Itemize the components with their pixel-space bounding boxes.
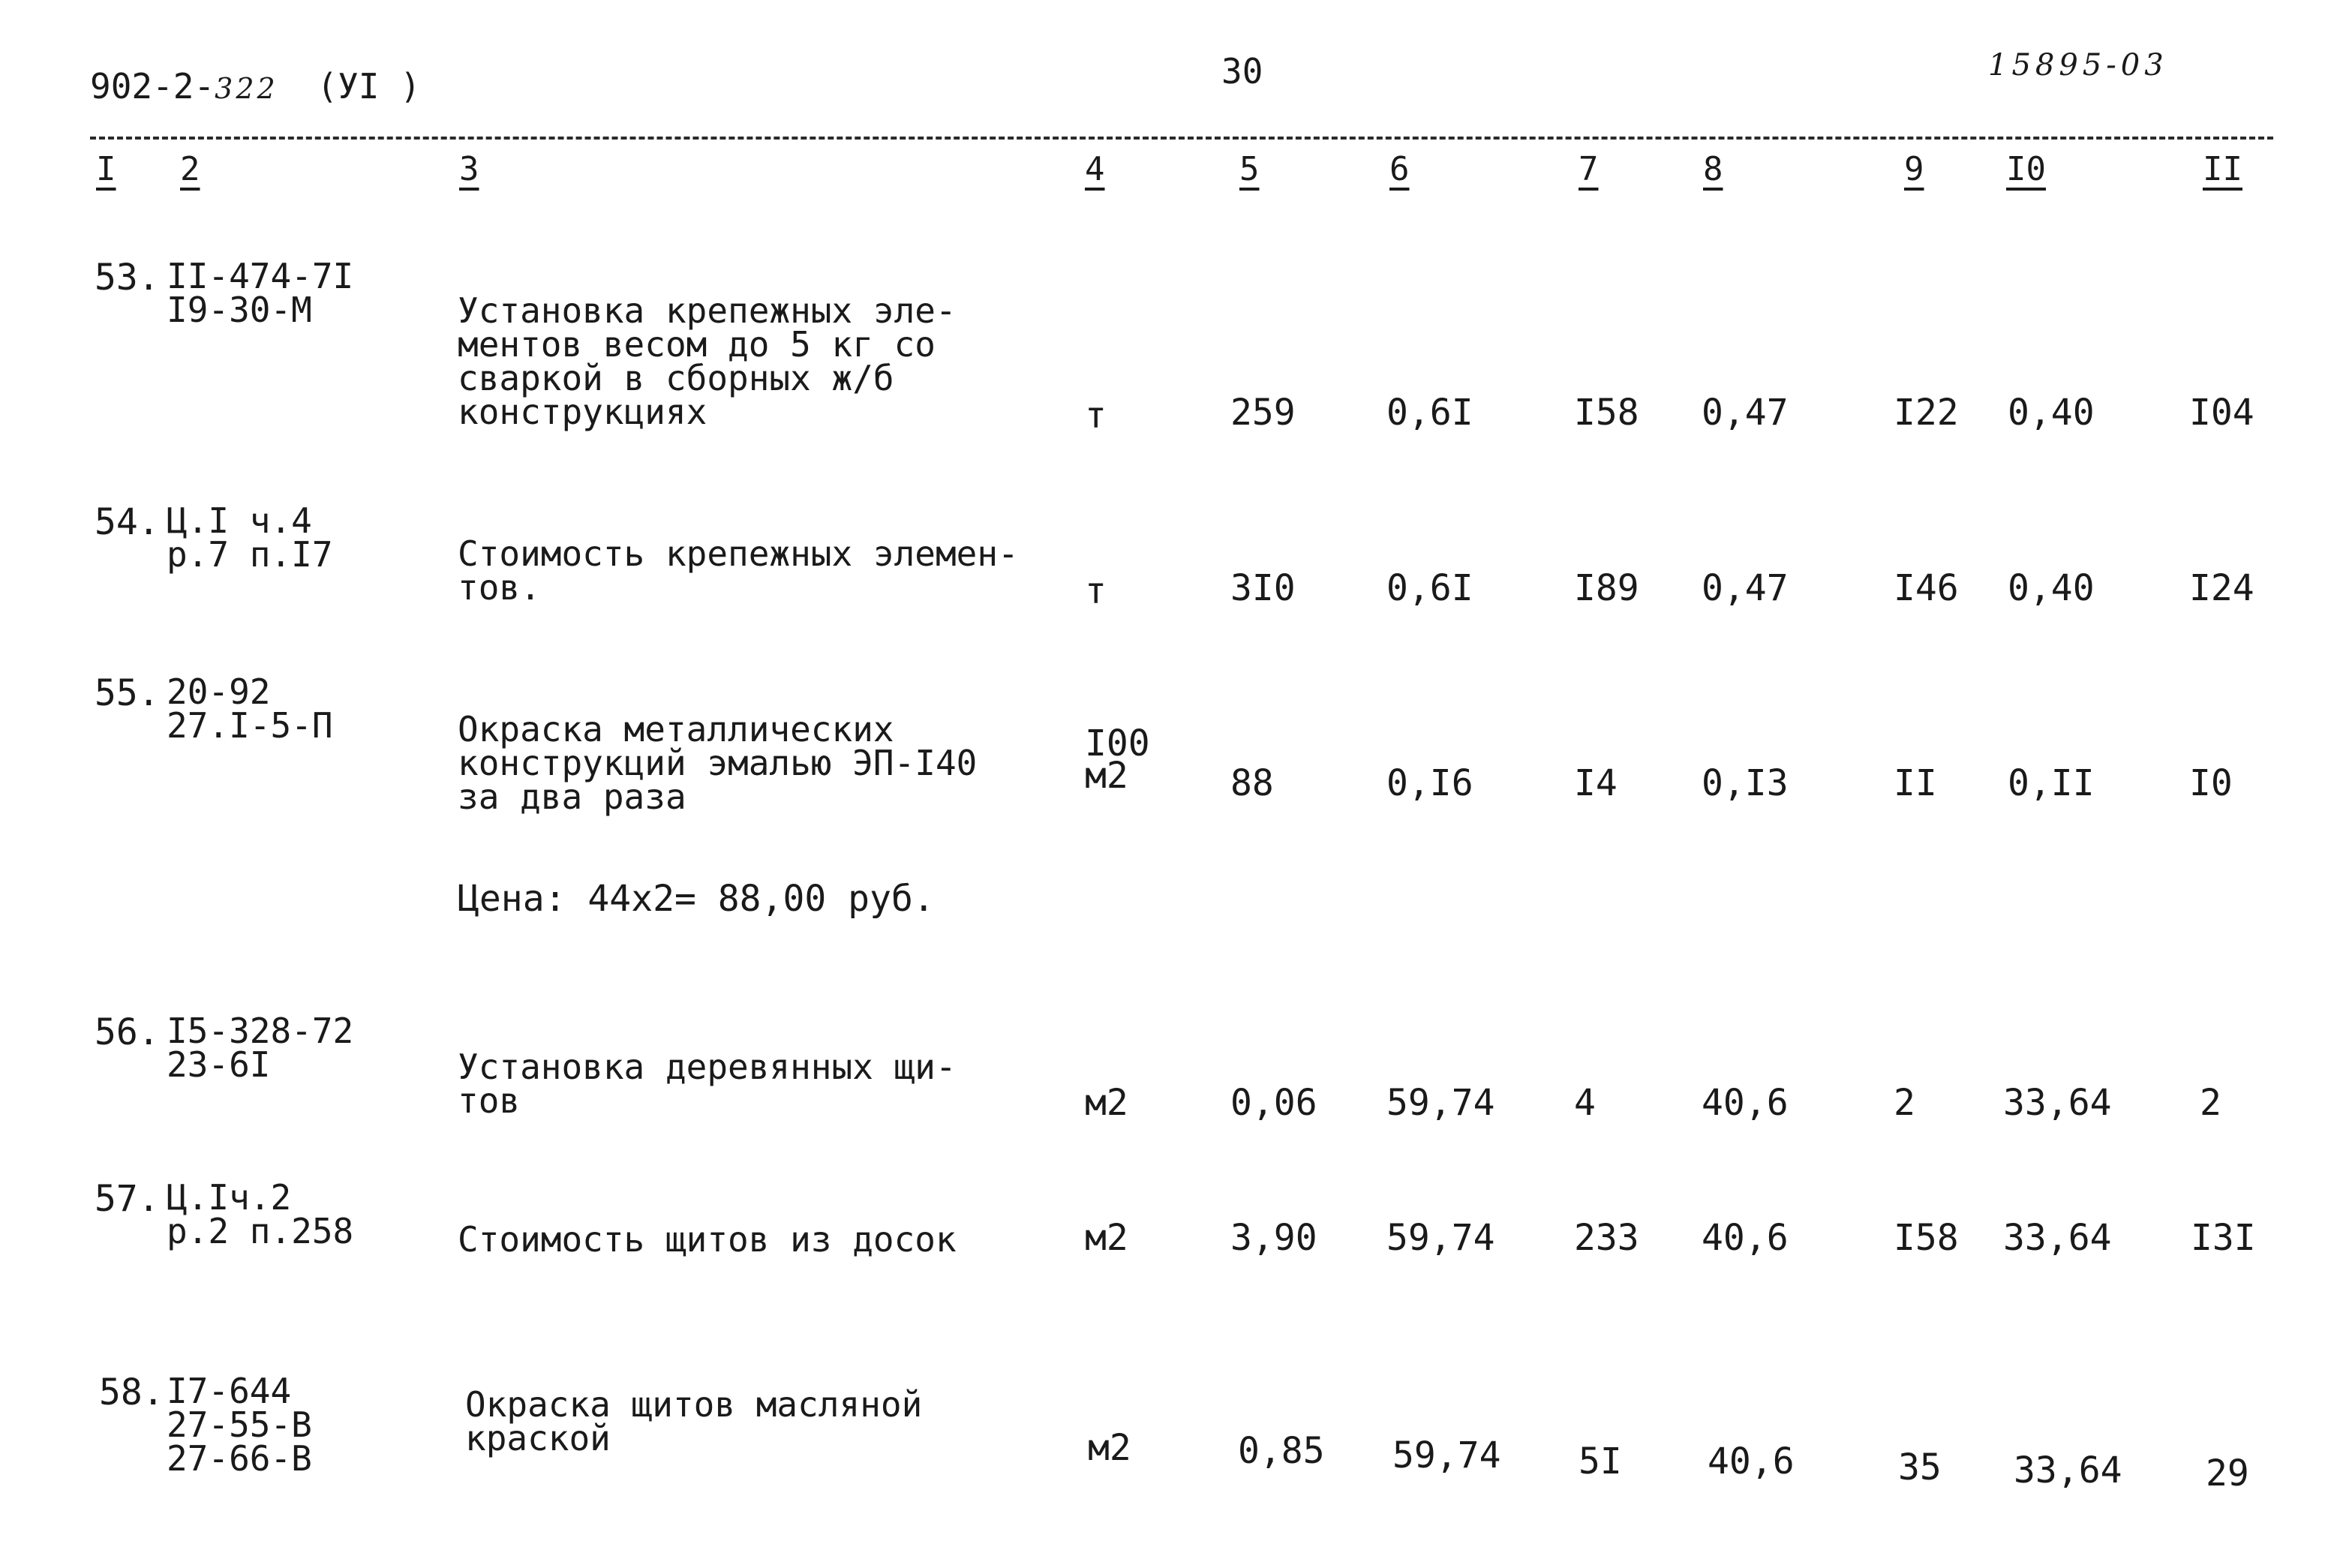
unit: I00 м2 xyxy=(1085,722,1150,798)
quantity: 0,06 xyxy=(1230,1082,1317,1124)
value-col9: I46 xyxy=(1894,567,1959,609)
column-header-4: 4 xyxy=(1085,150,1105,188)
unit: м2 xyxy=(1085,1082,1128,1124)
value-col7: 233 xyxy=(1574,1217,1639,1259)
value-col7: 4 xyxy=(1574,1082,1596,1124)
value-col9: I58 xyxy=(1894,1217,1959,1259)
value-col10: 33,64 xyxy=(2003,1217,2112,1259)
value-col6: 59,74 xyxy=(1392,1434,1501,1476)
doc-number-printed: 902-2- xyxy=(90,66,215,107)
quantity: 259 xyxy=(1230,392,1296,434)
column-header-9: 9 xyxy=(1904,150,1924,188)
quantity: 88 xyxy=(1230,762,1274,804)
norm-code: II-474-7I I9-30-M xyxy=(167,256,354,331)
work-description: Стоимость крепежных элемен- тов. xyxy=(458,533,1019,608)
quantity: 3,90 xyxy=(1230,1217,1317,1259)
work-description: Стоимость щитов из досок xyxy=(458,1219,957,1260)
work-description: Установка крепежных эле- ментов весом до 5 кг со сваркой в сборных ж/б конструкциях xyxy=(458,290,957,433)
price-note: Цена: 44х2= 88,00 руб. xyxy=(458,878,935,920)
doc-number xyxy=(90,66,421,107)
row-number: 54. xyxy=(95,501,160,543)
column-header-6: 6 xyxy=(1389,150,1410,188)
value-col11: I24 xyxy=(2189,567,2254,609)
value-col11: I3I xyxy=(2191,1217,2256,1259)
value-col6: 59,74 xyxy=(1386,1217,1495,1259)
header-divider xyxy=(90,137,2273,140)
column-header-3: 3 xyxy=(459,150,479,188)
value-col7: 5I xyxy=(1579,1440,1622,1482)
value-col10: 33,64 xyxy=(2014,1449,2122,1491)
column-header-8: 8 xyxy=(1703,150,1723,188)
column-header-11: II xyxy=(2203,150,2242,188)
column-header-2: 2 xyxy=(180,150,200,188)
value-col10: 0,II xyxy=(2008,762,2095,804)
archive-number: 15895-03 xyxy=(1988,48,2168,83)
value-col7: I58 xyxy=(1574,392,1639,434)
work-description: Окраска щитов масляной краской xyxy=(465,1384,923,1459)
value-col6: 0,6I xyxy=(1386,567,1473,609)
row-number: 56. xyxy=(95,1011,160,1053)
value-col11: 29 xyxy=(2206,1452,2249,1494)
column-header-1: I xyxy=(96,150,116,188)
value-col11: I04 xyxy=(2189,392,2254,434)
value-col9: 2 xyxy=(1894,1082,1915,1124)
quantity: 3I0 xyxy=(1230,567,1296,609)
doc-suffix: (УI ) xyxy=(317,66,421,107)
norm-code: 20-92 27.I-5-П xyxy=(167,671,333,746)
unit: м2 xyxy=(1085,1217,1128,1259)
value-col10: 0,40 xyxy=(2008,392,2095,434)
value-col8: 0,I3 xyxy=(1702,762,1789,804)
row-number: 53. xyxy=(95,257,160,299)
column-header-7: 7 xyxy=(1579,150,1599,188)
column-header-5: 5 xyxy=(1239,150,1260,188)
value-col11: I0 xyxy=(2189,762,2233,804)
column-header-10: I0 xyxy=(2006,150,2046,188)
unit: м2 xyxy=(1088,1427,1131,1469)
value-col8: 0,47 xyxy=(1702,392,1789,434)
value-col11: 2 xyxy=(2200,1082,2221,1124)
value-col6: 59,74 xyxy=(1386,1082,1495,1124)
value-col8: 0,47 xyxy=(1702,567,1789,609)
value-col7: I89 xyxy=(1574,567,1639,609)
value-col6: 0,6I xyxy=(1386,392,1473,434)
value-col10: 33,64 xyxy=(2003,1082,2112,1124)
value-col8: 40,6 xyxy=(1708,1440,1795,1482)
page-number: 30 xyxy=(1221,51,1263,92)
value-col6: 0,I6 xyxy=(1386,762,1473,804)
value-col9: 35 xyxy=(1898,1446,1942,1488)
value-col8: 40,6 xyxy=(1702,1217,1789,1259)
value-col10: 0,40 xyxy=(2008,567,2095,609)
row-number: 57. xyxy=(95,1178,160,1220)
unit: т xyxy=(1085,570,1107,612)
norm-code: Ц.I ч.4 р.7 п.I7 xyxy=(167,500,333,575)
work-description: Окраска металлических конструкций эмалью ЭП-I40 за два раза xyxy=(458,709,978,818)
value-col8: 40,6 xyxy=(1702,1082,1789,1124)
norm-code: I5-328-72 23-6I xyxy=(167,1011,354,1086)
row-number: 55. xyxy=(95,672,160,714)
value-col9: II xyxy=(1894,762,1937,804)
doc-number-handwritten: 322 xyxy=(215,72,278,105)
work-description: Установка деревянных щи- тов xyxy=(458,1047,957,1122)
quantity: 0,85 xyxy=(1238,1430,1325,1472)
norm-code: I7-644 27-55-В 27-66-В xyxy=(167,1371,312,1479)
value-col9: I22 xyxy=(1894,392,1959,434)
row-number: 58. xyxy=(99,1371,164,1413)
unit: т xyxy=(1085,395,1107,437)
norm-code: Ц.Iч.2 р.2 п.258 xyxy=(167,1177,354,1252)
value-col7: I4 xyxy=(1574,762,1618,804)
